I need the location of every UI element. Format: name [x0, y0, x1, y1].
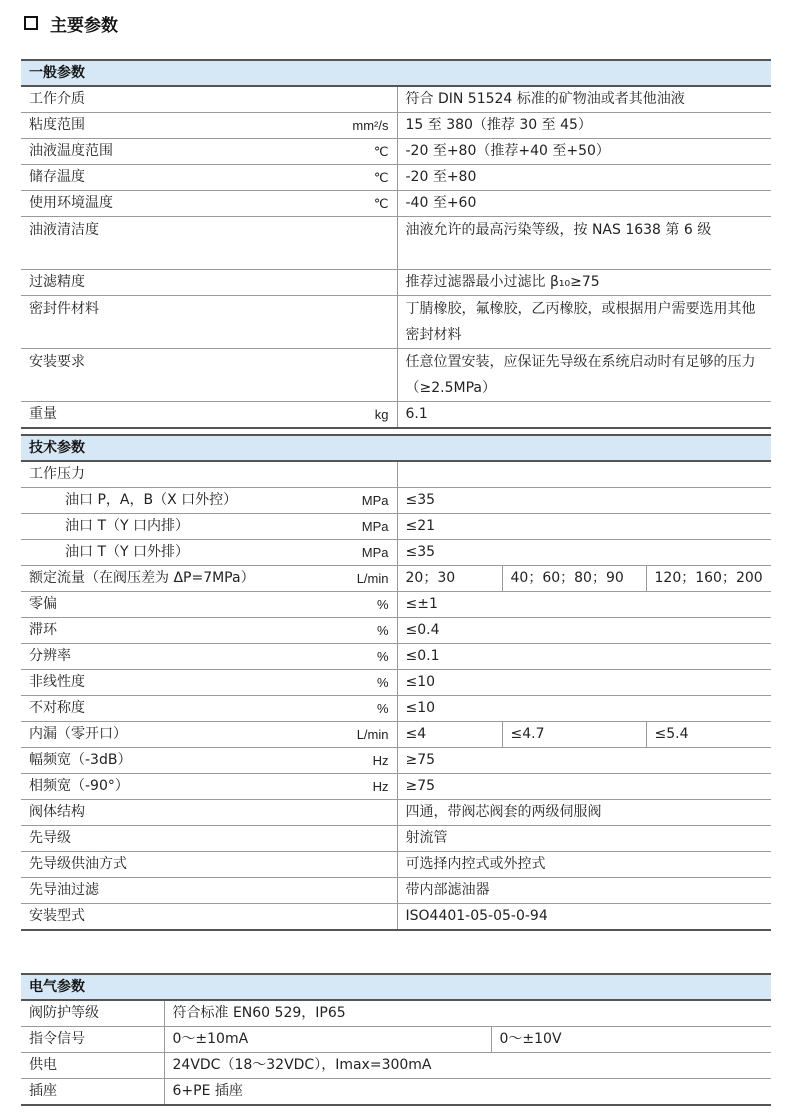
general-params-header: 一般参数 [21, 60, 771, 86]
table-row [21, 878, 771, 904]
param-value: 0～±10mA [164, 1027, 491, 1053]
table-row [21, 644, 771, 670]
checkbox-square-icon [24, 16, 38, 30]
param-label: 粘度范围 [29, 117, 85, 133]
param-unit: ℃ [373, 196, 389, 211]
param-label-cell [21, 540, 397, 566]
param-label-cell [21, 113, 397, 139]
param-label-wrap [29, 566, 389, 591]
param-value: ISO4401-05-05-0-94 [397, 904, 771, 931]
table-row [21, 165, 771, 191]
param-label: 指令信号 [21, 1027, 164, 1053]
param-label: 分辨率 [29, 648, 71, 664]
param-value: 15 至 380（推荐 30 至 45） [397, 113, 771, 139]
param-value: 24VDC（18～32VDC），Imax=300mA [164, 1053, 771, 1079]
param-label: 先导级供油方式 [29, 856, 127, 872]
param-value: ≥75 [397, 774, 771, 800]
table-row [21, 402, 771, 429]
param-label-cell [21, 191, 397, 217]
param-value: 带内部滤油器 [397, 878, 771, 904]
param-label-wrap [29, 696, 389, 721]
param-label-wrap [29, 296, 389, 322]
param-label-cell [21, 722, 397, 748]
table-row [21, 270, 771, 296]
table-row [21, 540, 771, 566]
table-row [21, 618, 771, 644]
param-unit: ℃ [373, 144, 389, 159]
param-value: 任意位置安装，应保证先导级在系统启动时有足够的压力（≥2.5MPa） [397, 349, 771, 402]
table-row [21, 1053, 771, 1079]
param-label-wrap [29, 644, 389, 669]
param-unit: Hz [372, 753, 389, 768]
param-label: 内漏（零开口） [29, 726, 127, 742]
param-label: 滞环 [29, 622, 57, 638]
param-label-wrap [65, 540, 389, 565]
param-label: 相频宽（-90°） [29, 778, 129, 794]
param-value: ≤0.1 [397, 644, 771, 670]
param-label: 油液温度范围 [29, 143, 113, 159]
param-label: 使用环境温度 [29, 195, 113, 211]
param-value: 符合 DIN 51524 标准的矿物油或者其他油液 [397, 86, 771, 113]
param-unit: MPa [361, 493, 389, 508]
param-label: 安装要求 [29, 354, 85, 370]
param-label: 密封件材料 [29, 301, 99, 317]
param-label-cell [21, 86, 397, 113]
table-row [21, 488, 771, 514]
table-row [21, 774, 771, 800]
param-value: 油液允许的最高污染等级，按 NAS 1638 第 6 级 [397, 217, 771, 270]
param-label: 重量 [29, 406, 57, 422]
table-row [21, 296, 771, 349]
table-row [21, 852, 771, 878]
param-value: ≤35 [397, 488, 771, 514]
param-value: 推荐过滤器最小过滤比 β₁₀≥75 [397, 270, 771, 296]
param-label-wrap [29, 800, 389, 825]
param-value: 四通，带阀芯阀套的两级伺服阀 [397, 800, 771, 826]
param-unit: L/min [356, 727, 389, 742]
table-row [21, 514, 771, 540]
param-label-wrap [29, 904, 389, 929]
param-label-wrap [29, 462, 389, 487]
page-title [24, 10, 118, 36]
param-label-wrap [29, 217, 389, 243]
param-label: 插座 [21, 1079, 164, 1106]
param-value: 可选择内控式或外控式 [397, 852, 771, 878]
param-value: 丁腈橡胶，氟橡胶，乙丙橡胶，或根据用户需要选用其他密封材料 [397, 296, 771, 349]
table-row [21, 1079, 771, 1106]
param-label-wrap [29, 191, 389, 216]
param-value: 40；60；80；90 [502, 566, 646, 592]
general-params-table [21, 59, 771, 429]
param-label: 幅频宽（-3dB） [29, 752, 132, 768]
param-value: ≤4.7 [502, 722, 646, 748]
param-value: ≥75 [397, 748, 771, 774]
param-label-cell [21, 826, 397, 852]
param-label-cell [21, 748, 397, 774]
technical-params-table [21, 434, 771, 931]
param-value: 射流管 [397, 826, 771, 852]
param-label: 不对称度 [29, 700, 85, 716]
param-label-cell [21, 774, 397, 800]
param-label: 储存温度 [29, 169, 85, 185]
param-label-cell [21, 592, 397, 618]
param-value: ≤10 [397, 696, 771, 722]
param-label-cell [21, 618, 397, 644]
param-label: 油口 T（Y 口内排） [65, 518, 190, 534]
param-label-cell [21, 904, 397, 931]
param-label-cell [21, 852, 397, 878]
table-row [21, 722, 771, 748]
param-value: -40 至+60 [397, 191, 771, 217]
param-label-wrap [29, 618, 389, 643]
param-value: ≤±1 [397, 592, 771, 618]
param-value: ≤10 [397, 670, 771, 696]
param-label: 油口 P，A，B（X 口外控） [65, 492, 238, 508]
param-label: 阀体结构 [29, 804, 85, 820]
param-value: -20 至+80（推荐+40 至+50） [397, 139, 771, 165]
table-row [21, 217, 771, 270]
param-label: 阀防护等级 [21, 1000, 164, 1027]
param-label-wrap [29, 349, 389, 375]
param-label-wrap [29, 165, 389, 190]
table-row [21, 461, 771, 488]
table-row [21, 748, 771, 774]
param-label-cell [21, 514, 397, 540]
param-value: ≤21 [397, 514, 771, 540]
param-unit: % [376, 597, 389, 612]
param-value: ≤35 [397, 540, 771, 566]
param-label-cell [21, 878, 397, 904]
param-unit: Hz [372, 779, 389, 794]
param-value: 0～±10V [491, 1027, 771, 1053]
param-value: ≤0.4 [397, 618, 771, 644]
page-title-text: 主要参数 [50, 15, 118, 36]
param-label-wrap [29, 826, 389, 851]
param-label: 零偏 [29, 596, 57, 612]
param-label-cell [21, 644, 397, 670]
table-row [21, 566, 771, 592]
param-label-cell [21, 139, 397, 165]
param-label-cell [21, 461, 397, 488]
param-label: 额定流量（在阀压差为 ΔP=7MPa） [29, 570, 255, 586]
table-row [21, 191, 771, 217]
param-label: 先导级 [29, 830, 71, 846]
table-row [21, 139, 771, 165]
param-label: 工作压力 [29, 466, 85, 482]
param-label-cell [21, 296, 397, 349]
table-row [21, 696, 771, 722]
param-label: 安装型式 [29, 908, 85, 924]
param-label-cell [21, 696, 397, 722]
table-row [21, 86, 771, 113]
param-value: 符合标准 EN60 529，IP65 [164, 1000, 771, 1027]
param-label-wrap [65, 488, 389, 513]
param-unit: kg [374, 407, 389, 422]
param-value: -20 至+80 [397, 165, 771, 191]
table-row [21, 800, 771, 826]
param-value: 120；160；200 [646, 566, 771, 592]
param-label-wrap [65, 514, 389, 539]
param-unit: % [376, 649, 389, 664]
table-row [21, 826, 771, 852]
table-row [21, 1027, 771, 1053]
param-label-cell [21, 670, 397, 696]
electrical-params-table [21, 973, 771, 1106]
param-label-wrap [29, 670, 389, 695]
param-label-cell [21, 488, 397, 514]
param-label: 先导油过滤 [29, 882, 99, 898]
param-unit: % [376, 675, 389, 690]
param-label-wrap [29, 722, 389, 747]
table-row [21, 113, 771, 139]
param-value: 6.1 [397, 402, 771, 429]
param-unit: L/min [356, 571, 389, 586]
param-label-wrap [29, 774, 389, 799]
param-label-wrap [29, 113, 389, 138]
param-label: 非线性度 [29, 674, 85, 690]
empty-cell [397, 461, 771, 488]
param-label-cell [21, 165, 397, 191]
param-label-wrap [29, 87, 389, 112]
technical-params-header: 技术参数 [21, 435, 771, 461]
table-row [21, 670, 771, 696]
param-label-wrap [29, 878, 389, 903]
param-unit: % [376, 701, 389, 716]
param-unit: mm²/s [352, 118, 389, 133]
electrical-params-header: 电气参数 [21, 974, 771, 1000]
param-label-wrap [29, 748, 389, 773]
table-row [21, 1000, 771, 1027]
param-label-wrap [29, 402, 389, 427]
table-row [21, 592, 771, 618]
param-unit: MPa [361, 519, 389, 534]
param-label-wrap [29, 270, 389, 295]
param-label: 工作介质 [29, 91, 85, 107]
param-label: 油液清洁度 [29, 222, 99, 238]
param-value: 20；30 [397, 566, 502, 592]
param-label-cell [21, 217, 397, 270]
param-value: 6+PE 插座 [164, 1079, 771, 1106]
param-label-wrap [29, 139, 389, 164]
param-unit: ℃ [373, 170, 389, 185]
param-label-wrap [29, 592, 389, 617]
param-label: 过滤精度 [29, 274, 85, 290]
param-label-cell [21, 800, 397, 826]
param-label-cell [21, 402, 397, 429]
param-value: ≤4 [397, 722, 502, 748]
param-unit: MPa [361, 545, 389, 560]
param-label-cell [21, 270, 397, 296]
table-row [21, 349, 771, 402]
param-label-wrap [29, 852, 389, 877]
param-label-cell [21, 566, 397, 592]
param-value: ≤5.4 [646, 722, 771, 748]
param-label: 供电 [21, 1053, 164, 1079]
param-label: 油口 T（Y 口外排） [65, 544, 190, 560]
param-label-cell [21, 349, 397, 402]
table-row [21, 904, 771, 931]
param-unit: % [376, 623, 389, 638]
